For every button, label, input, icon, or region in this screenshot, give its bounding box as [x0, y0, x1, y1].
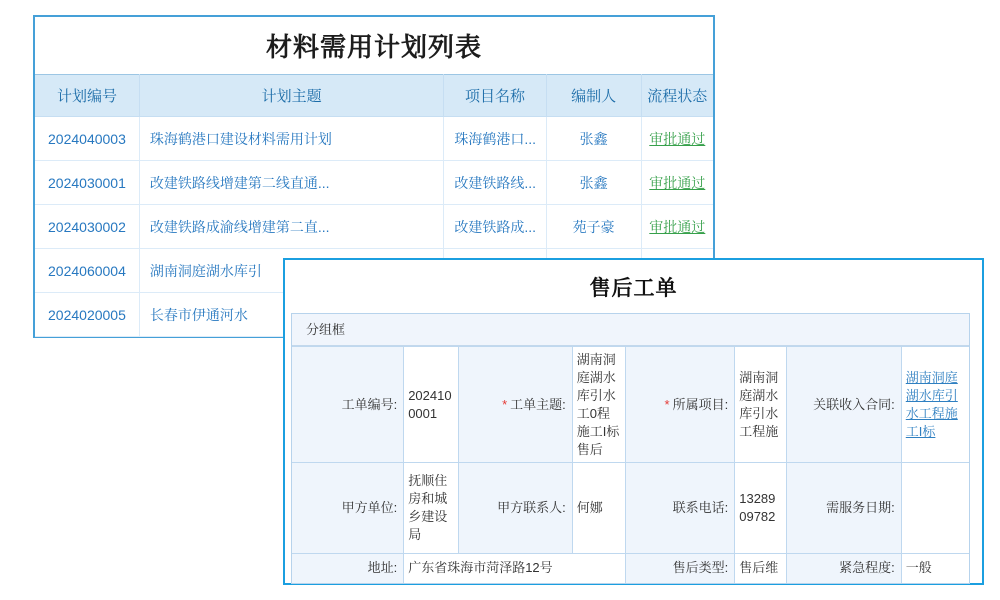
- groupbox: [291, 313, 970, 584]
- table-row: [35, 117, 713, 161]
- project-value: 湖南洞庭湖水库引水工程施: [735, 347, 787, 463]
- column-header-project: 项目名称: [444, 75, 546, 117]
- plan-subject-cell[interactable]: 长春市伊通河水: [139, 293, 443, 337]
- contract-link[interactable]: 湖南洞庭湖水库引水工程施工I标: [905, 369, 958, 439]
- type-label: 售后类型:: [625, 554, 735, 583]
- contact-label: 甲方联系人:: [459, 463, 573, 554]
- plan-subject-cell[interactable]: 湖南洞庭湖水库引: [139, 249, 443, 293]
- form-row: [292, 347, 969, 463]
- party-a-label: 甲方单位:: [292, 463, 404, 554]
- groupbox-header: 分组框: [292, 314, 969, 346]
- subject-value: 湖南洞庭湖水库引水工0程施工I标售后: [572, 347, 625, 463]
- plan-subject-cell[interactable]: 珠海鹤港口建设材料需用计划: [139, 117, 443, 161]
- address-value: 广东省珠海市菏泽路12号: [404, 554, 625, 583]
- column-header-plan-no: 计划编号: [35, 75, 139, 117]
- order-no-value: 2024100001: [404, 347, 459, 463]
- subject-label: * 工单主题:: [459, 347, 573, 463]
- work-order-form: [292, 346, 969, 583]
- plan-no-cell[interactable]: 2024060004: [35, 249, 139, 293]
- plan-no-cell[interactable]: 2024040003: [35, 117, 139, 161]
- column-header-subject: 计划主题: [139, 75, 443, 117]
- material-plan-list-title: 材料需用计划列表: [265, 32, 482, 62]
- phone-label: 联系电话:: [625, 463, 735, 554]
- project-name-cell: 改建铁路成...: [444, 205, 546, 249]
- phone-value: 1328909782: [735, 463, 787, 554]
- table-row: [35, 161, 713, 205]
- table-header-row: [35, 75, 713, 117]
- type-value: 售后维: [735, 554, 787, 583]
- compiler-cell: 张鑫: [546, 161, 641, 205]
- plan-no-cell[interactable]: 2024030002: [35, 205, 139, 249]
- plan-no-cell[interactable]: 2024030001: [35, 161, 139, 205]
- project-label: * 所属项目:: [625, 347, 735, 463]
- form-row: [292, 463, 969, 554]
- service-date-label: 需服务日期:: [787, 463, 901, 554]
- service-date-value: [901, 463, 969, 554]
- compiler-cell: 苑子豪: [546, 205, 641, 249]
- required-icon: *: [664, 396, 670, 412]
- plan-subject-cell[interactable]: 改建铁路线增建第二线直通...: [139, 161, 443, 205]
- urgency-value: 一般: [901, 554, 969, 583]
- status-link[interactable]: 审批通过: [649, 174, 706, 191]
- plan-no-cell[interactable]: 2024020005: [35, 293, 139, 337]
- contact-value: 何娜: [572, 463, 625, 554]
- contract-label: 关联收入合同:: [787, 347, 901, 463]
- party-a-value: 抚顺住房和城乡建设局: [404, 463, 459, 554]
- plan-subject-cell[interactable]: 改建铁路成渝线增建第二直...: [139, 205, 443, 249]
- order-no-label: 工单编号:: [292, 347, 404, 463]
- form-row: [292, 554, 969, 583]
- status-link[interactable]: 审批通过: [649, 130, 706, 147]
- project-name-cell: 改建铁路线...: [444, 161, 546, 205]
- required-icon: *: [502, 396, 508, 412]
- work-order-title: 售后工单: [589, 276, 678, 300]
- column-header-compiler: 编制人: [546, 75, 641, 117]
- address-label: 地址:: [292, 554, 404, 583]
- compiler-cell: 张鑫: [546, 117, 641, 161]
- urgency-label: 紧急程度:: [787, 554, 901, 583]
- after-sales-work-order-panel: [283, 258, 984, 585]
- project-name-cell: 珠海鹤港口...: [444, 117, 546, 161]
- table-row: [35, 205, 713, 249]
- status-link[interactable]: 审批通过: [649, 218, 706, 235]
- column-header-status: 流程状态: [641, 75, 713, 117]
